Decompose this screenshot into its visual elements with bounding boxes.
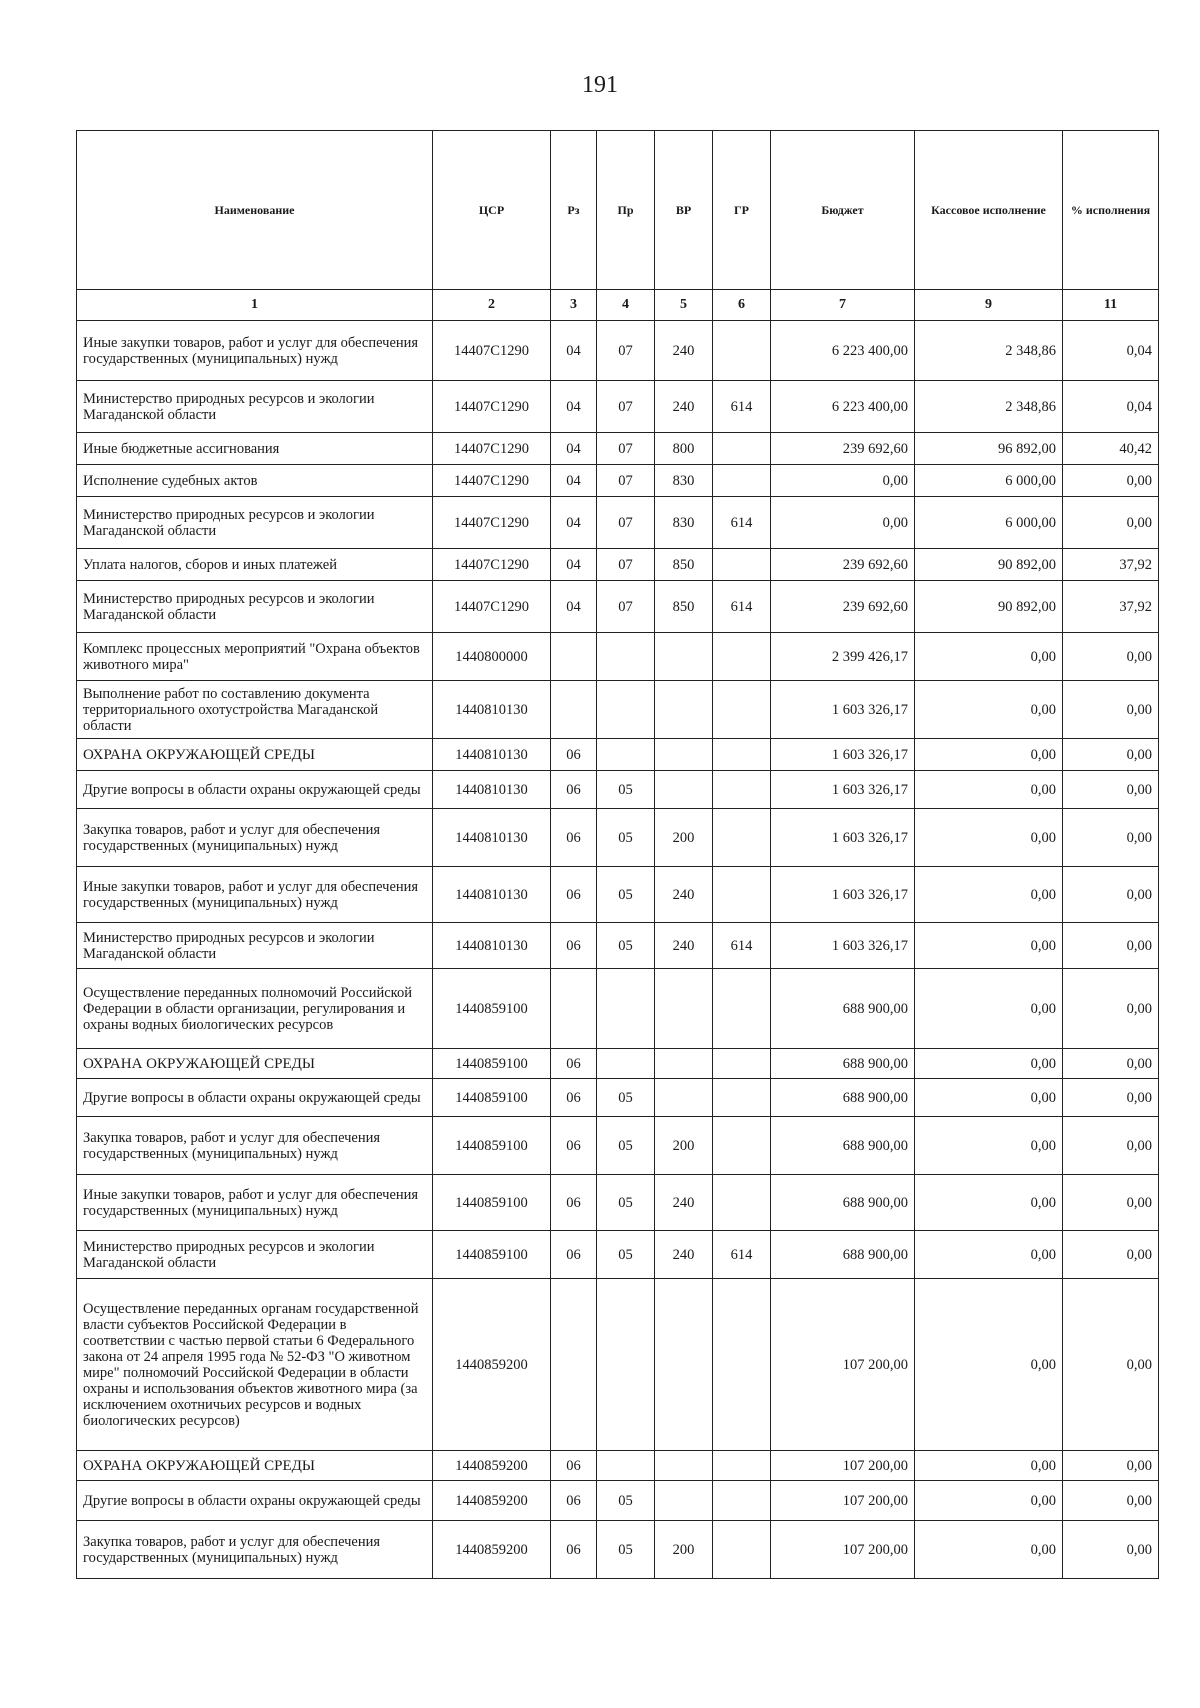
row-name: Министерство природных ресурсов и экологии Магаданской области (77, 497, 433, 549)
table-row (77, 1079, 1159, 1117)
row-rz: 06 (551, 771, 597, 809)
row-pr: 07 (597, 465, 655, 497)
row-vr: 240 (655, 867, 713, 923)
row-name: Выполнение работ по составлению документа территориального охотустройства Магаданской области (77, 681, 433, 739)
row-csr: 1440859100 (433, 1231, 551, 1279)
row-gr (713, 433, 771, 465)
row-name: ОХРАНА ОКРУЖАЮЩЕЙ СРЕДЫ (77, 1049, 433, 1079)
row-name: Осуществление переданных полномочий Российской Федерации в области организации, регулирования и охраны водных биологических ресурсов (77, 969, 433, 1049)
row-budget: 688 900,00 (771, 1117, 915, 1175)
column-number: 9 (915, 290, 1063, 321)
row-budget: 0,00 (771, 465, 915, 497)
row-gr: 614 (713, 1231, 771, 1279)
table-row (77, 1279, 1159, 1451)
row-name: Иные закупки товаров, работ и услуг для обеспечения государственных (муниципальных) нужд (77, 321, 433, 381)
row-csr: 1440810130 (433, 923, 551, 969)
row-percent-execution: 0,00 (1063, 1451, 1159, 1481)
row-gr (713, 1451, 771, 1481)
row-name: Закупка товаров, работ и услуг для обеспечения государственных (муниципальных) нужд (77, 1521, 433, 1579)
row-cash-execution: 0,00 (915, 681, 1063, 739)
row-pr: 05 (597, 1117, 655, 1175)
row-percent-execution: 0,00 (1063, 633, 1159, 681)
row-budget: 239 692,60 (771, 433, 915, 465)
row-rz: 04 (551, 321, 597, 381)
budget-execution-table (76, 130, 1159, 1579)
table-row (77, 809, 1159, 867)
header-cash-execution: Кассовое исполнение (915, 131, 1063, 290)
row-rz: 04 (551, 497, 597, 549)
table-row (77, 549, 1159, 581)
row-budget: 1 603 326,17 (771, 739, 915, 771)
row-percent-execution: 0,00 (1063, 497, 1159, 549)
row-rz: 04 (551, 581, 597, 633)
row-cash-execution: 96 892,00 (915, 433, 1063, 465)
row-csr: 1440859100 (433, 1117, 551, 1175)
table-row (77, 1231, 1159, 1279)
row-name: Иные бюджетные ассигнования (77, 433, 433, 465)
row-percent-execution: 0,04 (1063, 381, 1159, 433)
row-percent-execution: 0,00 (1063, 1231, 1159, 1279)
row-name: Закупка товаров, работ и услуг для обеспечения государственных (муниципальных) нужд (77, 1117, 433, 1175)
table-row (77, 1521, 1159, 1579)
row-gr (713, 1481, 771, 1521)
table-row (77, 1049, 1159, 1079)
row-gr (713, 809, 771, 867)
row-name: Другие вопросы в области охраны окружающей среды (77, 771, 433, 809)
table-row (77, 681, 1159, 739)
row-pr: 05 (597, 1231, 655, 1279)
row-name: Другие вопросы в области охраны окружающей среды (77, 1079, 433, 1117)
row-gr (713, 633, 771, 681)
row-name: Комплекс процессных мероприятий "Охрана объектов животного мира" (77, 633, 433, 681)
row-vr: 200 (655, 809, 713, 867)
row-rz: 06 (551, 1079, 597, 1117)
row-pr (597, 739, 655, 771)
row-rz: 06 (551, 1049, 597, 1079)
row-pr: 07 (597, 549, 655, 581)
row-csr: 14407С1290 (433, 433, 551, 465)
row-pr (597, 969, 655, 1049)
row-csr: 1440859200 (433, 1279, 551, 1451)
row-gr (713, 1117, 771, 1175)
row-csr: 1440810130 (433, 771, 551, 809)
row-percent-execution: 37,92 (1063, 581, 1159, 633)
row-vr (655, 739, 713, 771)
row-vr: 830 (655, 497, 713, 549)
row-percent-execution: 0,00 (1063, 1279, 1159, 1451)
row-gr (713, 1079, 771, 1117)
row-pr (597, 681, 655, 739)
row-rz: 04 (551, 433, 597, 465)
table-row (77, 771, 1159, 809)
table-row (77, 969, 1159, 1049)
row-budget: 688 900,00 (771, 1049, 915, 1079)
row-csr: 14407С1290 (433, 581, 551, 633)
column-number: 3 (551, 290, 597, 321)
row-csr: 14407С1290 (433, 465, 551, 497)
column-number: 2 (433, 290, 551, 321)
row-vr: 240 (655, 923, 713, 969)
row-cash-execution: 2 348,86 (915, 321, 1063, 381)
row-percent-execution: 0,00 (1063, 867, 1159, 923)
row-gr: 614 (713, 923, 771, 969)
row-gr (713, 549, 771, 581)
row-pr (597, 1279, 655, 1451)
column-number-row (77, 290, 1159, 321)
row-pr: 05 (597, 771, 655, 809)
table-row (77, 381, 1159, 433)
row-vr (655, 1079, 713, 1117)
header-rz: Рз (551, 131, 597, 290)
row-csr: 1440800000 (433, 633, 551, 681)
table-row (77, 497, 1159, 549)
row-name: Министерство природных ресурсов и экологии Магаданской области (77, 581, 433, 633)
row-percent-execution: 0,00 (1063, 923, 1159, 969)
row-rz: 04 (551, 549, 597, 581)
row-vr: 200 (655, 1521, 713, 1579)
row-vr: 830 (655, 465, 713, 497)
row-cash-execution: 90 892,00 (915, 549, 1063, 581)
row-pr: 07 (597, 497, 655, 549)
row-cash-execution: 0,00 (915, 1521, 1063, 1579)
row-pr: 05 (597, 809, 655, 867)
row-budget: 239 692,60 (771, 581, 915, 633)
row-pr: 07 (597, 321, 655, 381)
row-pr (597, 1451, 655, 1481)
row-cash-execution: 90 892,00 (915, 581, 1063, 633)
row-budget: 688 900,00 (771, 1231, 915, 1279)
column-number: 5 (655, 290, 713, 321)
row-name: Закупка товаров, работ и услуг для обеспечения государственных (муниципальных) нужд (77, 809, 433, 867)
header-row (77, 131, 1159, 290)
row-cash-execution: 0,00 (915, 1231, 1063, 1279)
row-budget: 0,00 (771, 497, 915, 549)
row-percent-execution: 0,00 (1063, 739, 1159, 771)
row-gr: 614 (713, 581, 771, 633)
row-percent-execution: 0,00 (1063, 969, 1159, 1049)
row-pr (597, 633, 655, 681)
header-gr: ГР (713, 131, 771, 290)
row-pr: 07 (597, 433, 655, 465)
row-csr: 1440859100 (433, 1049, 551, 1079)
row-budget: 107 200,00 (771, 1279, 915, 1451)
table-row (77, 739, 1159, 771)
row-cash-execution: 0,00 (915, 867, 1063, 923)
row-budget: 1 603 326,17 (771, 867, 915, 923)
row-csr: 1440810130 (433, 681, 551, 739)
row-percent-execution: 0,00 (1063, 771, 1159, 809)
row-pr (597, 1049, 655, 1079)
row-gr: 614 (713, 381, 771, 433)
table-row (77, 1451, 1159, 1481)
row-cash-execution: 0,00 (915, 771, 1063, 809)
row-csr: 1440859200 (433, 1451, 551, 1481)
row-rz: 06 (551, 923, 597, 969)
row-vr (655, 1481, 713, 1521)
row-rz: 06 (551, 1117, 597, 1175)
row-rz: 06 (551, 1231, 597, 1279)
row-gr (713, 321, 771, 381)
row-budget: 1 603 326,17 (771, 681, 915, 739)
table-row (77, 1117, 1159, 1175)
table-row (77, 433, 1159, 465)
row-name: ОХРАНА ОКРУЖАЮЩЕЙ СРЕДЫ (77, 1451, 433, 1481)
row-rz (551, 1279, 597, 1451)
row-csr: 1440859200 (433, 1481, 551, 1521)
row-cash-execution: 0,00 (915, 1049, 1063, 1079)
row-pr: 05 (597, 923, 655, 969)
row-csr: 1440810130 (433, 809, 551, 867)
row-percent-execution: 0,00 (1063, 809, 1159, 867)
table-row (77, 1481, 1159, 1521)
row-gr (713, 771, 771, 809)
row-percent-execution: 40,42 (1063, 433, 1159, 465)
column-number: 4 (597, 290, 655, 321)
row-csr: 1440810130 (433, 739, 551, 771)
row-cash-execution: 0,00 (915, 1481, 1063, 1521)
row-pr: 05 (597, 1521, 655, 1579)
row-name: Министерство природных ресурсов и экологии Магаданской области (77, 1231, 433, 1279)
row-name: Осуществление переданных органам государственной власти субъектов Российской Федерации в соответствии с частью первой статьи 6 Федерального закона от 24 апреля 1995 года № 52-ФЗ "О животном мире" полномочий Российской Федерации в области охраны и использования объектов животного мира (за исключением охотничьих ресурсов и водных биологических ресурсов) (77, 1279, 433, 1451)
row-cash-execution: 2 348,86 (915, 381, 1063, 433)
row-percent-execution: 0,00 (1063, 1481, 1159, 1521)
row-csr: 14407С1290 (433, 321, 551, 381)
header-vr: ВР (655, 131, 713, 290)
row-gr (713, 1049, 771, 1079)
row-percent-execution: 0,00 (1063, 1521, 1159, 1579)
table-row (77, 1175, 1159, 1231)
column-number: 6 (713, 290, 771, 321)
row-name: Уплата налогов, сборов и иных платежей (77, 549, 433, 581)
row-cash-execution: 6 000,00 (915, 465, 1063, 497)
row-gr: 614 (713, 497, 771, 549)
row-vr (655, 1279, 713, 1451)
row-cash-execution: 0,00 (915, 1175, 1063, 1231)
row-budget: 1 603 326,17 (771, 809, 915, 867)
row-budget: 1 603 326,17 (771, 771, 915, 809)
header-csr: ЦСР (433, 131, 551, 290)
row-cash-execution: 0,00 (915, 739, 1063, 771)
row-pr: 05 (597, 1481, 655, 1521)
row-percent-execution: 0,00 (1063, 681, 1159, 739)
row-csr: 1440859100 (433, 1079, 551, 1117)
row-vr (655, 771, 713, 809)
row-budget: 6 223 400,00 (771, 381, 915, 433)
row-rz: 06 (551, 739, 597, 771)
row-name: ОХРАНА ОКРУЖАЮЩЕЙ СРЕДЫ (77, 739, 433, 771)
row-cash-execution: 0,00 (915, 809, 1063, 867)
table-row (77, 867, 1159, 923)
row-vr: 240 (655, 1175, 713, 1231)
row-cash-execution: 0,00 (915, 1079, 1063, 1117)
column-number: 7 (771, 290, 915, 321)
row-vr: 850 (655, 581, 713, 633)
row-budget: 1 603 326,17 (771, 923, 915, 969)
row-percent-execution: 0,00 (1063, 465, 1159, 497)
table-row (77, 321, 1159, 381)
row-name: Министерство природных ресурсов и экологии Магаданской области (77, 923, 433, 969)
row-gr (713, 1279, 771, 1451)
row-cash-execution: 0,00 (915, 969, 1063, 1049)
row-gr (713, 465, 771, 497)
table-body (77, 321, 1159, 1579)
row-vr (655, 969, 713, 1049)
row-rz: 04 (551, 465, 597, 497)
row-gr (713, 1175, 771, 1231)
row-percent-execution: 0,00 (1063, 1079, 1159, 1117)
table-row (77, 923, 1159, 969)
row-csr: 14407С1290 (433, 549, 551, 581)
row-budget: 688 900,00 (771, 969, 915, 1049)
row-rz: 04 (551, 381, 597, 433)
row-rz (551, 681, 597, 739)
page-number: 191 (582, 72, 618, 98)
table-row (77, 581, 1159, 633)
row-name: Исполнение судебных актов (77, 465, 433, 497)
row-budget: 2 399 426,17 (771, 633, 915, 681)
row-percent-execution: 0,00 (1063, 1117, 1159, 1175)
row-name: Иные закупки товаров, работ и услуг для обеспечения государственных (муниципальных) нужд (77, 867, 433, 923)
row-vr: 850 (655, 549, 713, 581)
row-vr: 200 (655, 1117, 713, 1175)
row-cash-execution: 6 000,00 (915, 497, 1063, 549)
row-rz: 06 (551, 1175, 597, 1231)
header-budget: Бюджет (771, 131, 915, 290)
row-csr: 1440859200 (433, 1521, 551, 1579)
row-gr (713, 867, 771, 923)
row-percent-execution: 0,04 (1063, 321, 1159, 381)
row-pr: 07 (597, 381, 655, 433)
row-rz: 06 (551, 867, 597, 923)
row-rz: 06 (551, 1521, 597, 1579)
row-name: Иные закупки товаров, работ и услуг для обеспечения государственных (муниципальных) нужд (77, 1175, 433, 1231)
row-rz (551, 633, 597, 681)
row-budget: 688 900,00 (771, 1079, 915, 1117)
row-pr: 05 (597, 1079, 655, 1117)
row-csr: 1440859100 (433, 969, 551, 1049)
header-name: Наименование (77, 131, 433, 290)
row-rz: 06 (551, 809, 597, 867)
row-vr (655, 1049, 713, 1079)
row-gr (713, 1521, 771, 1579)
row-name: Другие вопросы в области охраны окружающей среды (77, 1481, 433, 1521)
row-budget: 107 200,00 (771, 1481, 915, 1521)
row-gr (713, 969, 771, 1049)
row-vr (655, 633, 713, 681)
row-percent-execution: 0,00 (1063, 1049, 1159, 1079)
row-vr (655, 681, 713, 739)
header-pr: Пр (597, 131, 655, 290)
row-gr (713, 739, 771, 771)
row-pr: 05 (597, 867, 655, 923)
row-pr: 07 (597, 581, 655, 633)
row-csr: 14407С1290 (433, 381, 551, 433)
row-rz (551, 969, 597, 1049)
row-budget: 107 200,00 (771, 1521, 915, 1579)
row-cash-execution: 0,00 (915, 1279, 1063, 1451)
header-percent-execution: % исполнения (1063, 131, 1159, 290)
row-cash-execution: 0,00 (915, 633, 1063, 681)
row-csr: 1440810130 (433, 867, 551, 923)
row-vr: 240 (655, 1231, 713, 1279)
row-rz: 06 (551, 1451, 597, 1481)
table-row (77, 633, 1159, 681)
row-cash-execution: 0,00 (915, 1117, 1063, 1175)
row-cash-execution: 0,00 (915, 923, 1063, 969)
row-name: Министерство природных ресурсов и экологии Магаданской области (77, 381, 433, 433)
row-budget: 239 692,60 (771, 549, 915, 581)
row-rz: 06 (551, 1481, 597, 1521)
row-csr: 1440859100 (433, 1175, 551, 1231)
row-pr: 05 (597, 1175, 655, 1231)
row-gr (713, 681, 771, 739)
row-budget: 688 900,00 (771, 1175, 915, 1231)
row-budget: 107 200,00 (771, 1451, 915, 1481)
column-number: 11 (1063, 290, 1159, 321)
row-percent-execution: 37,92 (1063, 549, 1159, 581)
row-vr: 800 (655, 433, 713, 465)
column-number: 1 (77, 290, 433, 321)
row-vr (655, 1451, 713, 1481)
table-row (77, 465, 1159, 497)
row-percent-execution: 0,00 (1063, 1175, 1159, 1231)
row-vr: 240 (655, 321, 713, 381)
row-budget: 6 223 400,00 (771, 321, 915, 381)
row-csr: 14407С1290 (433, 497, 551, 549)
row-vr: 240 (655, 381, 713, 433)
row-cash-execution: 0,00 (915, 1451, 1063, 1481)
